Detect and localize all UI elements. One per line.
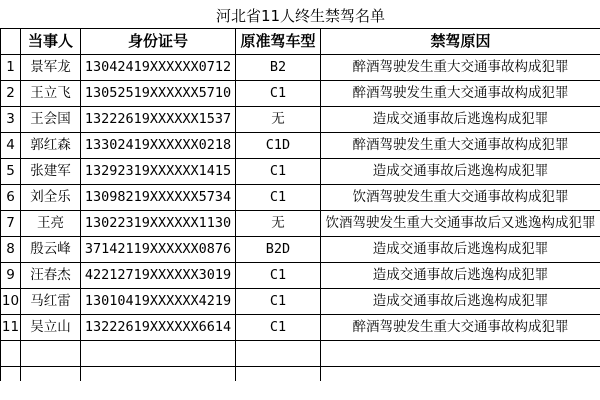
header-reason: 禁驾原因	[321, 29, 600, 55]
cell-id-number: 37142119XXXXXX0876	[81, 237, 236, 263]
header-index	[1, 29, 21, 55]
empty-cell	[236, 341, 321, 367]
table-row	[1, 133, 600, 159]
empty-cell	[1, 367, 21, 382]
cell-reason: 醉酒驾驶发生重大交通事故构成犯罪	[321, 133, 600, 159]
table-row	[1, 55, 600, 81]
cell-license-type: 无	[236, 107, 321, 133]
header-id: 身份证号	[81, 29, 236, 55]
cell-id-number: 13222619XXXXXX6614	[81, 315, 236, 341]
empty-row	[1, 367, 600, 382]
cell-index: 2	[1, 81, 21, 107]
table-row	[1, 263, 600, 289]
cell-id-number: 13292319XXXXXX1415	[81, 159, 236, 185]
cell-reason: 造成交通事故后逃逸构成犯罪	[321, 159, 600, 185]
table-row	[1, 211, 600, 237]
table-row	[1, 315, 600, 341]
cell-index: 5	[1, 159, 21, 185]
cell-name: 张建军	[21, 159, 81, 185]
cell-index: 8	[1, 237, 21, 263]
header-license-type: 原准驾车型	[236, 29, 321, 55]
cell-license-type: C1	[236, 289, 321, 315]
cell-id-number: 42212719XXXXXX3019	[81, 263, 236, 289]
cell-reason: 醉酒驾驶发生重大交通事故构成犯罪	[321, 55, 600, 81]
cell-license-type: C1D	[236, 133, 321, 159]
empty-cell	[321, 367, 600, 382]
cell-index: 4	[1, 133, 21, 159]
table-row	[1, 185, 600, 211]
cell-name: 汪春杰	[21, 263, 81, 289]
cell-license-type: C1	[236, 185, 321, 211]
cell-license-type: C1	[236, 159, 321, 185]
cell-license-type: C1	[236, 315, 321, 341]
empty-cell	[81, 367, 236, 382]
cell-id-number: 13010419XXXXXX4219	[81, 289, 236, 315]
cell-name: 王立飞	[21, 81, 81, 107]
empty-row	[1, 341, 600, 367]
cell-index: 3	[1, 107, 21, 133]
cell-index: 7	[1, 211, 21, 237]
cell-name: 吴立山	[21, 315, 81, 341]
cell-id-number: 13042419XXXXXX0712	[81, 55, 236, 81]
header-row	[1, 29, 600, 55]
cell-index: 1	[1, 55, 21, 81]
cell-id-number: 13222619XXXXXX1537	[81, 107, 236, 133]
empty-cell	[81, 341, 236, 367]
cell-id-number: 13302419XXXXXX0218	[81, 133, 236, 159]
cell-reason: 醉酒驾驶发生重大交通事故构成犯罪	[321, 81, 600, 107]
cell-index: 6	[1, 185, 21, 211]
cell-name: 王亮	[21, 211, 81, 237]
cell-index: 11	[1, 315, 21, 341]
empty-cell	[236, 367, 321, 382]
cell-index: 9	[1, 263, 21, 289]
cell-id-number: 13052519XXXXXX5710	[81, 81, 236, 107]
title-row	[1, 4, 600, 29]
cell-license-type: C1	[236, 263, 321, 289]
cell-reason: 饮酒驾驶发生重大交通事故后又逃逸构成犯罪	[321, 211, 600, 237]
cell-reason: 造成交通事故后逃逸构成犯罪	[321, 237, 600, 263]
table-row	[1, 81, 600, 107]
table-row	[1, 159, 600, 185]
cell-name: 郭红森	[21, 133, 81, 159]
table-title: 河北省11人终生禁驾名单	[1, 4, 600, 29]
cell-reason: 饮酒驾驶发生重大交通事故构成犯罪	[321, 185, 600, 211]
cell-name: 殷云峰	[21, 237, 81, 263]
empty-cell	[1, 341, 21, 367]
cell-name: 景军龙	[21, 55, 81, 81]
cell-name: 刘全乐	[21, 185, 81, 211]
empty-cell	[21, 341, 81, 367]
cell-license-type: B2D	[236, 237, 321, 263]
empty-cell	[321, 341, 600, 367]
cell-reason: 造成交通事故后逃逸构成犯罪	[321, 107, 600, 133]
table-row	[1, 107, 600, 133]
cell-license-type: 无	[236, 211, 321, 237]
cell-name: 马红雷	[21, 289, 81, 315]
ban-list-table	[0, 4, 600, 381]
cell-id-number: 13098219XXXXXX5734	[81, 185, 236, 211]
cell-reason: 造成交通事故后逃逸构成犯罪	[321, 289, 600, 315]
cell-name: 王会国	[21, 107, 81, 133]
cell-reason: 造成交通事故后逃逸构成犯罪	[321, 263, 600, 289]
cell-license-type: B2	[236, 55, 321, 81]
empty-cell	[21, 367, 81, 382]
cell-index: 10	[1, 289, 21, 315]
table-row	[1, 289, 600, 315]
table-row	[1, 237, 600, 263]
cell-reason: 醉酒驾驶发生重大交通事故构成犯罪	[321, 315, 600, 341]
cell-license-type: C1	[236, 81, 321, 107]
cell-id-number: 13022319XXXXXX1130	[81, 211, 236, 237]
header-name: 当事人	[21, 29, 81, 55]
